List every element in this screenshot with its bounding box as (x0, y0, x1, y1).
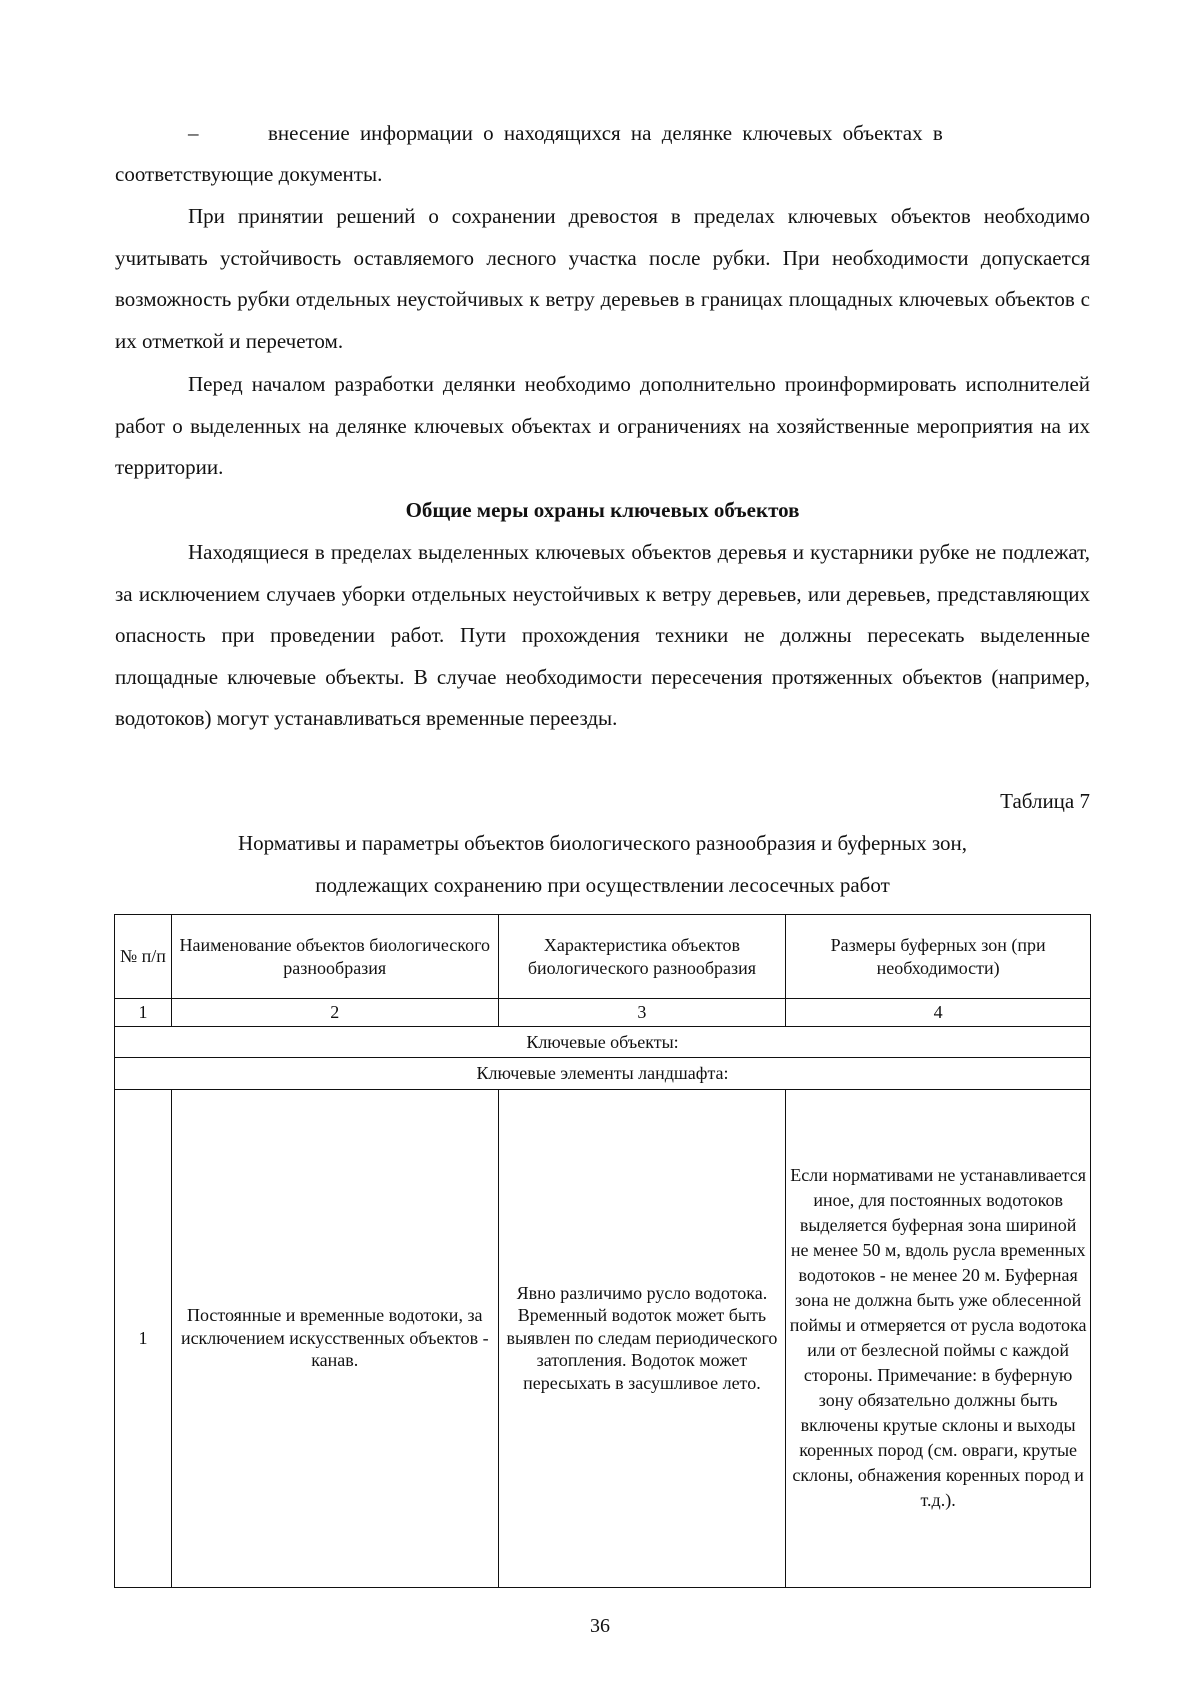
column-number: 2 (171, 999, 498, 1027)
column-number-row (115, 999, 1091, 1027)
table-row (115, 1089, 1091, 1587)
header-name: Наименование объектов биологического разнообразия (171, 915, 498, 999)
header-buffer-zone: Размеры буферных зон (при необходимости) (786, 915, 1091, 999)
table-label: Таблица 7 (1000, 789, 1090, 813)
page-number: 36 (590, 1615, 610, 1637)
bullet-continuation: соответствующие документы. (115, 162, 383, 186)
bullet-dash: – (188, 121, 199, 145)
section-row-key-objects (115, 1026, 1091, 1058)
table-caption-line-1: Нормативы и параметры объектов биологического разнообразия и буферных зон, (237, 831, 968, 855)
section-label: Ключевые объекты: (115, 1026, 1091, 1058)
table-header-row (115, 915, 1091, 999)
header-number: № п/п (115, 915, 172, 999)
section-row-landscape-elements (115, 1058, 1091, 1090)
bullet-item (115, 113, 1090, 155)
paragraph-3: Находящиеся в пределах выделенных ключевых объектов деревья и кустарники рубке не подлежат, за исключением случаев уборки отдельных неустойчивых к ветру деревьев, или деревьев, представляющих опасность при проведении работ. Пути прохождения техники не должны пересекать выделенные площадные ключевые объекты. В случае необходимости пересечения протяженных объектов (например, водотоков) могут устанавливаться временные переезды. (115, 540, 1090, 730)
object-name: Постоянные и временные водотоки, за исключением искусственных объектов - канав. (171, 1089, 498, 1587)
paragraph-2: Перед началом разработки делянки необходимо дополнительно проинформировать исполнителей работ о выделенных на делянке ключевых объектах и ограничениях на хозяйственные мероприятия на их территории. (115, 372, 1090, 479)
section-heading: Общие меры охраны ключевых объектов (405, 498, 800, 522)
table-caption-line-2: подлежащих сохранению при осуществлении лесосечных работ (315, 873, 890, 897)
norms-table (114, 914, 1091, 1588)
row-number: 1 (115, 1089, 172, 1587)
paragraph-1: При принятии решений о сохранении древостоя в пределах ключевых объектов необходимо учитывать устойчивость оставляемого лесного участка после рубки. При необходимости допускается возможность рубки отдельных неустойчивых к ветру деревьев в границах площадных ключевых объектов с их отметкой и перечетом. (115, 204, 1090, 353)
bullet-first-line: внесение информации о находящихся на делянке ключевых объектах в (268, 121, 943, 145)
column-number: 4 (786, 999, 1091, 1027)
column-number: 1 (115, 999, 172, 1027)
column-number: 3 (498, 999, 786, 1027)
section-label: Ключевые элементы ландшафта: (115, 1058, 1091, 1090)
header-characteristic: Характеристика объектов биологического разнообразия (498, 915, 786, 999)
object-characteristic: Явно различимо русло водотока. Временный водоток может быть выявлен по следам периодического затопления. Водоток может пересыхать в засушливое лето. (498, 1089, 786, 1587)
buffer-zone-size: Если нормативами не устанавливается иное, для постоянных водотоков выделяется буферная зона шириной не менее 50 м, вдоль русла временных водотоков - не менее 20 м. Буферная зона не должна быть уже облесенной поймы и отмеряется от русла водотока или от безлесной поймы с каждой стороны. Примечание: в буферную зону обязательно должны быть включены крутые склоны и выходы коренных пород (см. овраги, крутые склоны, обнажения коренных пород и т.д.). (786, 1089, 1091, 1587)
